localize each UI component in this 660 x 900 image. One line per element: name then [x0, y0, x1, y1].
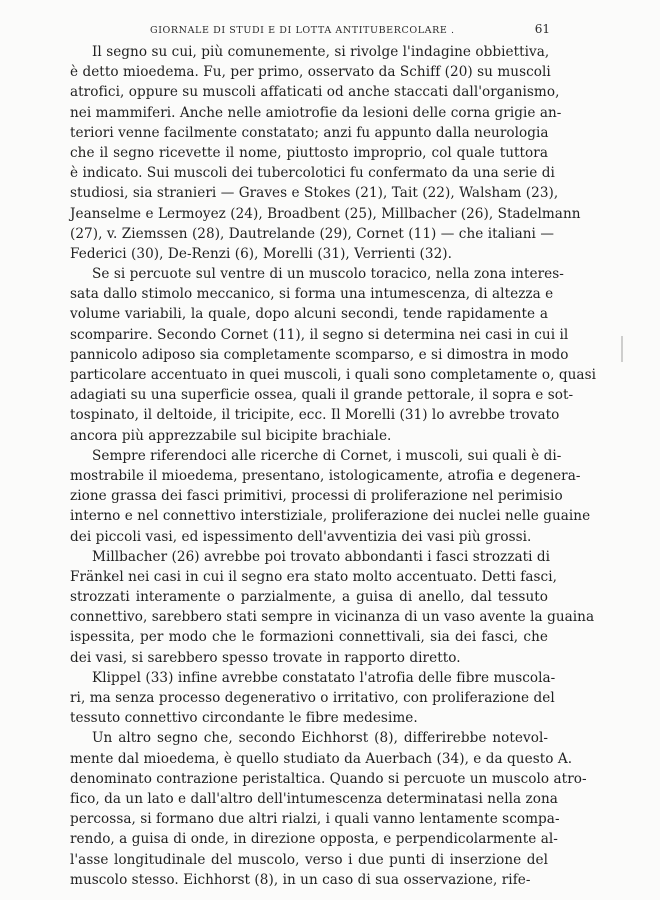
- text-line: tospinato, il deltoide, il tricipite, ecc. Il Morelli (31) lo avrebbe trovato: [70, 407, 560, 424]
- text-line: connettivo, sarebbero stati sempre in vicinanza di un vaso avente la guaina: [70, 609, 595, 626]
- text-line: muscolo stesso. Eichhorst (8), in un caso di sua osservazione, rife-: [70, 871, 531, 888]
- text-line: tessuto connettivo circondante le fibre medesime.: [70, 710, 418, 727]
- text-line: Un altro segno che, secondo Eichhorst (8), differirebbe notevol-: [92, 730, 548, 747]
- text-line: studiosi, sia stranieri — Graves e Stokes (21), Tait (22), Walsham (23),: [70, 185, 559, 202]
- text-line: scomparire. Secondo Cornet (11), il segno si determina nei casi in cui il: [70, 326, 569, 343]
- text-line: denominato contrazione peristaltica. Quando si percuote un muscolo atro-: [70, 770, 587, 787]
- page-number: 61: [534, 22, 550, 36]
- text-line: Il segno su cui, più comunemente, si rivolge l'indagine obbiettiva,: [92, 44, 550, 60]
- text-line: zione grassa dei fasci primitivi, processi di proliferazione nel perimisio: [70, 488, 563, 505]
- text-line: (27), v. Ziemssen (28), Dautrelande (29), Cornet (11) — che italiani —: [70, 225, 554, 242]
- text-line: mente dal mioedema, è quello studiato da Auerbach (34), e da questo A.: [70, 750, 573, 767]
- running-title: GIORNALE DI STUDI E DI LOTTA ANTITUBERCOLARE .: [150, 25, 455, 36]
- paragraph: [70, 728, 587, 890]
- text-line: Millbacher (26) avrebbe poi trovato abbondanti i fasci strozzati di: [92, 548, 551, 565]
- text-line: nei mammiferi. Anche nelle amiotrofie da lesioni delle corna grigie an-: [70, 104, 562, 121]
- text-line: mostrabile il mioedema, presentano, istologicamente, atrofia e degenera-: [70, 467, 581, 484]
- paragraph: [70, 264, 596, 446]
- text-line: è indicato. Sui muscoli dei tubercolotici fu confermato da una serie di: [70, 165, 555, 182]
- margin-mark: [621, 336, 623, 362]
- text-line: dei piccoli vasi, ed ispessimento dell'avventizia dei vasi più grossi.: [70, 528, 532, 545]
- text-line: ri, ma senza processo degenerativo o irritativo, con proliferazione del: [70, 690, 555, 706]
- text-line: ispessita, per modo che le formazioni connettivali, sia dei fasci, che: [70, 629, 548, 646]
- text-line: rendo, a guisa di onde, in direzione opposta, e perpendicolarmente al-: [70, 831, 558, 848]
- text-line: percossa, si formano due altri rialzi, i quali vanno lentamente scompa-: [70, 811, 560, 828]
- text-line: Klippel (33) infine avrebbe constatato l'atrofia delle fibre muscola-: [92, 669, 556, 686]
- text-line: Fränkel nei casi in cui il segno era stato molto accentuato. Detti fasci,: [70, 568, 557, 585]
- text-line: Jeanselme e Lermoyez (24), Broadbent (25), Millbacher (26), Stadelmann: [70, 205, 581, 222]
- text-line: Sempre riferendoci alle ricerche di Cornet, i muscoli, sui quali è di-: [92, 447, 562, 464]
- text-line: particolare accentuato in quei muscoli, i quali sono completamente o, quasi: [70, 367, 596, 383]
- text-line: volume variabili, la quale, dopo alcuni secondi, tende rapidamente a: [70, 306, 548, 323]
- text-line: che il segno ricevette il nome, piuttosto improprio, col quale tuttora: [70, 144, 548, 161]
- text-line: è detto mioedema. Fu, per primo, osservato da Schiff (20) su muscoli: [70, 64, 551, 81]
- text-line: dei vasi, si sarebbero spesso trovate in rapporto diretto.: [70, 649, 461, 666]
- text-line: atrofici, oppure su muscoli affaticati od anche staccati dall'organismo,: [70, 84, 560, 101]
- body-text: [70, 42, 596, 890]
- text-line: sata dallo stimolo meccanico, si forma una intumescenza, di altezza e: [70, 286, 554, 303]
- text-line: Federici (30), De-Renzi (6), Morelli (31), Verrienti (32).: [70, 245, 453, 262]
- text-line: interno e nel connettivo interstiziale, proliferazione dei nuclei nelle guaine: [70, 508, 591, 525]
- text-line: adagiati su una superficie ossea, quali il grande pettorale, il sopra e sot-: [70, 387, 574, 404]
- text-line: l'asse longitudinale del muscolo, verso i due punti di inserzione del: [70, 851, 548, 868]
- paragraph: [70, 547, 595, 668]
- text-line: teriori venne facilmente constatato; anzi fu appunto dalla neurologia: [70, 124, 549, 141]
- paragraph: [70, 668, 556, 729]
- text-line: Se si percuote sul ventre di un muscolo toracico, nella zona interes-: [92, 266, 564, 283]
- paragraph: [70, 446, 591, 547]
- text-line: fico, da un lato e dall'altro dell'intumescenza determinatasi nella zona: [70, 790, 558, 807]
- paragraph: [70, 42, 581, 264]
- text-line: pannicolo adiposo sia completamente scomparso, e si dimostra in modo: [70, 346, 569, 363]
- page-header: [150, 22, 550, 36]
- text-line: ancora più apprezzabile sul bicipite brachiale.: [70, 427, 392, 444]
- text-line: strozzati interamente o parzialmente, a guisa di anello, dal tessuto: [70, 589, 548, 606]
